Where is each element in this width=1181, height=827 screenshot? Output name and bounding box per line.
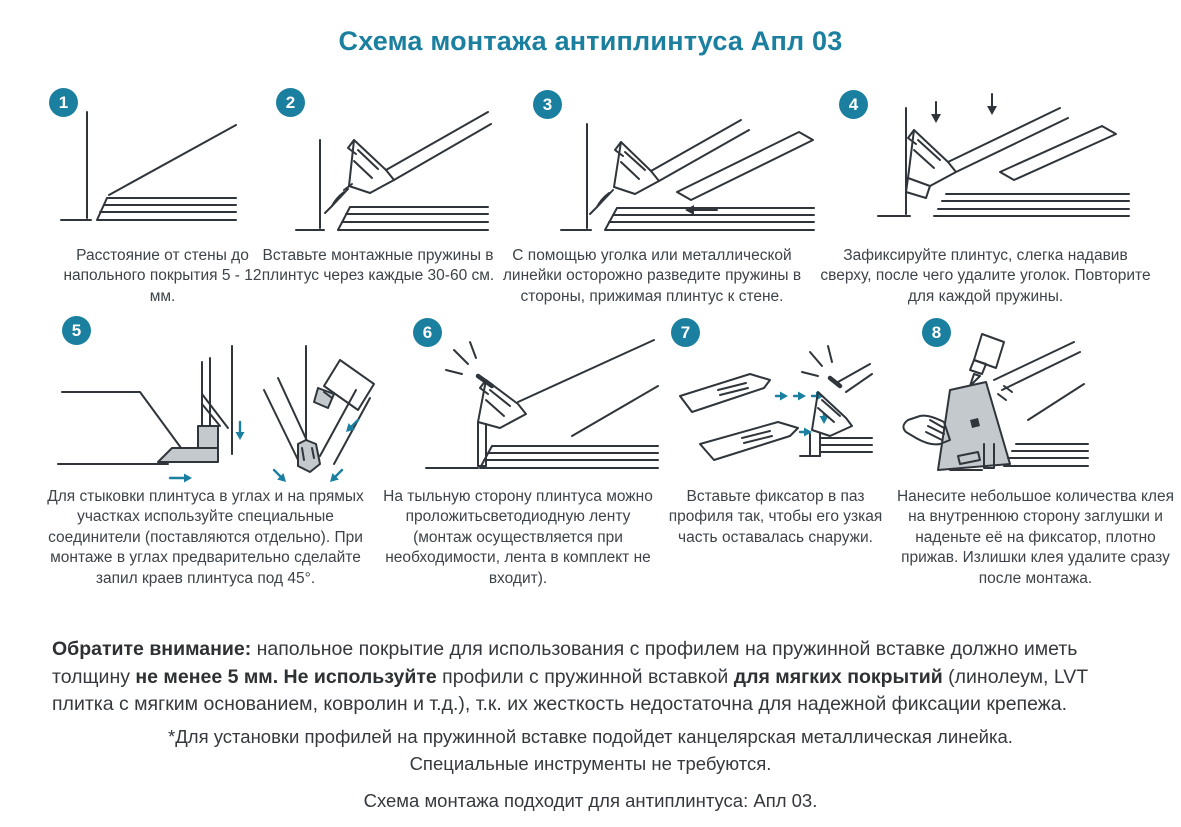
step-2-caption: Вставьте монтажные пружины в плинтус через каждые 30-60 см. — [261, 247, 495, 285]
step-1-diagram — [55, 108, 240, 236]
step-6-diagram — [420, 338, 665, 480]
step-5-caption: Для стыковки плинтуса в углах и на прямых участках используйте специальные соединители (поставляются отдельно). При монтаже в углах предварительно сделайте запил краев плинтуса под 45°. — [47, 488, 364, 587]
step-1-caption: Расстояние от стены до напольного покрытия 5 - 12 мм. — [63, 247, 262, 305]
step-4-number: 4 — [848, 95, 859, 114]
step-3-diagram — [542, 92, 820, 240]
step-7-caption: Вставьте фиксатор в паз профиля так, чтобы его узкая часть оставалась снаружи. — [668, 488, 883, 546]
step-1-number: 1 — [58, 93, 69, 112]
footnote-line-2: Специальные инструменты не требуются. — [409, 753, 772, 774]
step-8-diagram — [898, 328, 1093, 480]
step-6-number: 6 — [422, 323, 433, 342]
footer-line: Схема монтажа подходит для антиплинтуса: Апл 03. — [363, 790, 818, 811]
step-2-number: 2 — [285, 93, 296, 112]
step-7-number: 7 — [680, 323, 691, 342]
step-6-caption: На тыльную сторону плинтуса можно проложитьсветодиодную ленту (монтаж осуществляется при необходимости, лента в комплект не входит). — [383, 488, 653, 587]
step-3-caption: С помощью уголка или металлической линейки осторожно разведите пружины в стороны, прижимая плинтус к стене. — [502, 247, 802, 305]
step-3-number: 3 — [542, 95, 553, 114]
step-8-number: 8 — [931, 323, 942, 342]
step-8-caption: Нанесите небольшое количества клея на внутреннюю сторону заглушки и наденьте её на фиксатор, плотно прижав. Излишки клея удалите сразу после монтажа. — [896, 488, 1174, 587]
step-4-caption: Зафиксируйте плинтус, слегка надавив сверху, после чего удалите уголок. Повторите для каждой пружины. — [820, 247, 1151, 305]
footnote-line-1: *Для установки профилей на пружинной вставке подойдет канцелярская металлическая линейка. — [168, 726, 1013, 747]
step-5-diagram — [52, 332, 377, 484]
step-2-diagram — [292, 92, 492, 240]
step-5-number: 5 — [71, 321, 82, 340]
attention-note: Обратите внимание: напольное покрытие для использования с профилем на пружинной вставке должно иметь толщину не менее 5 мм. Не используйте профили с пружинной вставкой для мягких покрытий (линолеум, LVT плитка с мягким основанием, ковролин и т.д.), т.к. их жесткость недостаточна для надежной фиксации крепежа. — [52, 638, 1088, 716]
step-7-diagram — [672, 338, 877, 476]
page-title: Схема монтажа антиплинтуса Апл 03 — [338, 26, 843, 56]
step-4-diagram — [850, 92, 1135, 240]
